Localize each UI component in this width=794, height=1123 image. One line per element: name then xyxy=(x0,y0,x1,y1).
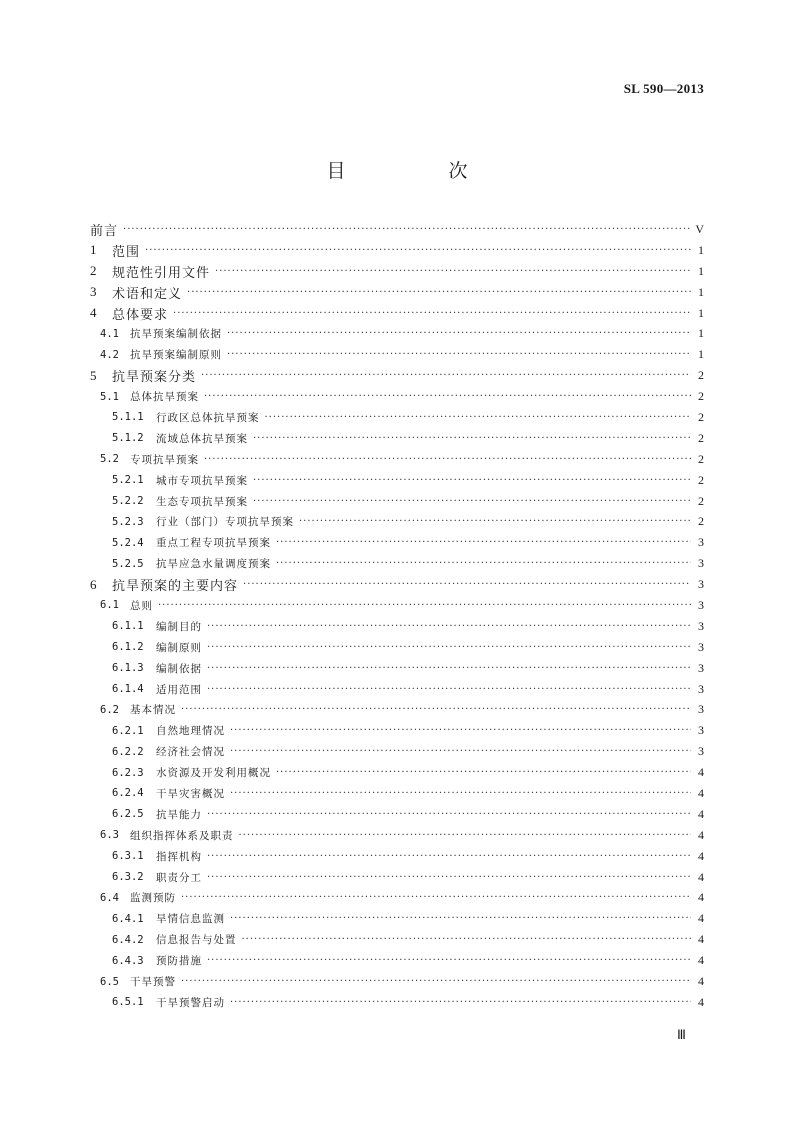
toc-entry-title: 抗旱预案分类 xyxy=(112,370,197,386)
toc-entry[interactable] xyxy=(90,282,704,303)
toc-entry-title: 生态专项抗旱预案 xyxy=(156,495,248,508)
toc-entry-number: 6.1 xyxy=(100,599,119,612)
toc-entry-title: 抗旱预案的主要内容 xyxy=(112,579,239,595)
toc-entry-page: 2 xyxy=(698,409,704,424)
toc-entry-title: 干旱灾害概况 xyxy=(156,787,225,800)
toc-entry-number: 6.3.1 xyxy=(112,850,144,863)
toc-leader-dots xyxy=(299,516,691,527)
toc-entry-title: 水资源及开发利用概况 xyxy=(156,767,271,780)
toc-entry-number: 2 xyxy=(90,263,97,279)
toc-leader-dots xyxy=(230,913,691,924)
toc-entry-page: 1 xyxy=(698,305,704,320)
toc-entry-page: 4 xyxy=(698,994,704,1009)
toc-entry-title: 范围 xyxy=(112,244,141,260)
toc-entry[interactable] xyxy=(90,908,704,929)
toc-entry-page: 4 xyxy=(698,827,704,842)
toc-entry[interactable] xyxy=(90,846,704,867)
toc-entry-number: 6.3.2 xyxy=(112,871,144,884)
toc-entry-page: 2 xyxy=(698,451,704,466)
toc-entry[interactable] xyxy=(90,783,704,804)
toc-entry[interactable] xyxy=(90,428,704,449)
toc-entry-title: 职责分工 xyxy=(156,871,202,884)
toc-entry[interactable] xyxy=(90,637,704,658)
toc-entry-page: 4 xyxy=(698,869,704,884)
toc-entry-title: 预防措施 xyxy=(156,955,202,968)
toc-entry[interactable] xyxy=(90,491,704,512)
toc-entry[interactable] xyxy=(90,303,704,324)
toc-entry-page: 2 xyxy=(698,368,704,383)
toc-entry-title: 抗旱能力 xyxy=(156,808,202,821)
toc-entry-page: 4 xyxy=(698,765,704,780)
toc-entry-number: 6.2.5 xyxy=(112,808,144,821)
toc-leader-dots xyxy=(230,997,691,1008)
toc-entry-title: 干旱预警启动 xyxy=(156,996,225,1009)
toc-leader-dots xyxy=(253,433,691,444)
toc-entry-title: 流域总体抗旱预案 xyxy=(156,432,248,445)
toc-entry-number: 6.2.2 xyxy=(112,745,144,758)
toc-entry-number: 4 xyxy=(90,305,97,320)
toc-entry-number: 6.1.2 xyxy=(112,641,144,654)
toc-entry[interactable] xyxy=(90,595,704,616)
toc-leader-dots xyxy=(181,704,691,715)
toc-entry-number: 5.1.1 xyxy=(112,411,144,424)
toc-entry[interactable] xyxy=(90,804,704,825)
toc-leader-dots xyxy=(243,579,691,590)
toc-entry-number: 5.1.2 xyxy=(112,432,144,445)
toc-entry[interactable] xyxy=(90,449,704,470)
toc-entry-title: 总则 xyxy=(130,599,153,612)
toc-entry[interactable] xyxy=(90,971,704,992)
toc-entry-page: 1 xyxy=(698,284,704,299)
toc-entry[interactable] xyxy=(90,741,704,762)
toc-entry[interactable] xyxy=(90,470,704,491)
toc-entry-title: 旱情信息监测 xyxy=(156,913,225,926)
toc-entry-title: 适用范围 xyxy=(156,683,202,696)
toc-entry[interactable] xyxy=(90,867,704,888)
toc-entry[interactable] xyxy=(90,532,704,553)
toc-entry-page: 4 xyxy=(698,953,704,968)
toc-leader-dots xyxy=(265,412,692,423)
toc-entry-title: 编制原则 xyxy=(156,641,202,654)
toc-entry-title: 指挥机构 xyxy=(156,850,202,863)
toc-entry-page: 3 xyxy=(698,618,704,633)
toc-leader-dots xyxy=(207,663,691,674)
toc-entry[interactable] xyxy=(90,344,704,365)
toc-entry-title: 信息报告与处置 xyxy=(156,934,237,947)
toc-entry-title: 重点工程专项抗旱预案 xyxy=(156,537,271,550)
toc-entry-title: 监测预防 xyxy=(130,892,176,905)
toc-entry-number: 6.4.2 xyxy=(112,933,144,946)
toc-leader-dots xyxy=(276,558,691,569)
toc-entry-title: 规范性引用文件 xyxy=(112,265,211,281)
toc-leader-dots xyxy=(227,328,691,339)
toc-entry-page: 3 xyxy=(698,577,704,592)
toc-entry[interactable] xyxy=(90,407,704,428)
toc-entry-title: 编制依据 xyxy=(156,662,202,675)
toc-entry-title: 术语和定义 xyxy=(112,286,183,302)
toc-entry-page: 3 xyxy=(698,535,704,550)
toc-entry-number: 6.2 xyxy=(100,703,119,716)
toc-leader-dots xyxy=(207,621,691,632)
toc-entry[interactable] xyxy=(90,365,704,386)
toc-leader-dots xyxy=(230,746,691,757)
toc-entry-number: 6.3 xyxy=(100,829,119,842)
toc-entry-number: 6.4.3 xyxy=(112,954,144,967)
page-number: Ⅲ xyxy=(677,1027,686,1042)
toc-entry-title: 干旱预警 xyxy=(130,976,176,988)
toc-entry-page: 2 xyxy=(698,472,704,487)
toc-entry-page: 1 xyxy=(698,263,704,278)
toc-entry[interactable] xyxy=(90,929,704,950)
toc-entry-number: 6.5.1 xyxy=(112,996,144,1009)
toc-entry-title: 编制目的 xyxy=(156,620,202,633)
toc-entry-number: 6 xyxy=(90,576,97,592)
toc-entry-title: 行政区总体抗旱预案 xyxy=(156,411,260,424)
toc-entry-page: 3 xyxy=(698,597,704,612)
toc-entry-page: 2 xyxy=(698,389,704,404)
toc-entry-page: 3 xyxy=(698,723,704,738)
toc-leader-dots xyxy=(207,955,691,966)
table-of-contents xyxy=(90,219,704,1013)
toc-leader-dots xyxy=(181,892,691,903)
toc-entry-title: 抗旱预案编制依据 xyxy=(130,328,222,341)
toc-entry-number: 5.2.4 xyxy=(112,536,144,549)
toc-entry[interactable] xyxy=(90,386,704,407)
toc-entry-number: 6.1.3 xyxy=(112,662,144,675)
toc-entry-title: 组织指挥体系及职责 xyxy=(130,829,234,842)
toc-leader-dots xyxy=(276,537,691,548)
toc-leader-dots xyxy=(204,454,691,465)
toc-entry-page: 4 xyxy=(698,911,704,926)
toc-entry-number: 4.1 xyxy=(100,327,119,340)
toc-leader-dots xyxy=(181,976,691,987)
toc-entry[interactable] xyxy=(90,950,704,971)
toc-leader-dots xyxy=(187,287,691,298)
toc-leader-dots xyxy=(201,370,691,381)
toc-entry-page: 4 xyxy=(698,806,704,821)
toc-entry-number: 5.2.2 xyxy=(112,495,144,508)
toc-entry-page: V xyxy=(695,221,704,236)
toc-entry-number: 6.2.1 xyxy=(112,724,144,737)
toc-leader-dots xyxy=(207,851,691,862)
toc-entry-title: 专项抗旱预案 xyxy=(130,453,199,466)
toc-entry[interactable] xyxy=(90,720,704,741)
toc-leader-dots xyxy=(227,349,691,360)
toc-entry-number: 6.2.4 xyxy=(112,787,144,800)
toc-entry-page: 3 xyxy=(698,744,704,759)
toc-entry-page: 2 xyxy=(698,430,704,445)
toc-leader-dots xyxy=(215,266,691,277)
toc-entry-number: 6.1.4 xyxy=(112,683,144,696)
toc-leader-dots xyxy=(158,600,691,611)
toc-entry-title: 自然地理情况 xyxy=(156,725,225,738)
toc-entry-number: 6.1.1 xyxy=(112,620,144,633)
toc-entry[interactable] xyxy=(90,553,704,574)
toc-entry-title: 抗旱应急水量调度预案 xyxy=(156,558,271,571)
toc-leader-dots xyxy=(230,725,691,736)
toc-entry[interactable] xyxy=(90,240,704,261)
toc-entry[interactable] xyxy=(90,219,704,240)
toc-entry-page: 2 xyxy=(698,493,704,508)
toc-leader-dots xyxy=(173,308,691,319)
toc-entry-page: 4 xyxy=(698,932,704,947)
toc-entry-number: 3 xyxy=(90,284,97,300)
toc-entry-number: 6.4.1 xyxy=(112,912,144,925)
toc-entry-number: 5.1 xyxy=(100,390,119,403)
toc-leader-dots xyxy=(239,830,692,841)
toc-entry-number: 5.2 xyxy=(100,453,119,466)
toc-entry-page: 3 xyxy=(698,556,704,571)
toc-entry[interactable] xyxy=(90,574,704,595)
toc-leader-dots xyxy=(276,767,691,778)
toc-leader-dots xyxy=(207,642,691,653)
toc-entry[interactable] xyxy=(90,825,704,846)
toc-entry-title: 城市专项抗旱预案 xyxy=(156,474,248,487)
toc-entry-title: 基本情况 xyxy=(130,704,176,717)
toc-entry-title: 总体抗旱预案 xyxy=(130,391,199,404)
toc-leader-dots xyxy=(242,934,692,945)
toc-entry-title: 总体要求 xyxy=(112,307,169,323)
toc-entry-title: 前言 xyxy=(90,223,119,239)
toc-entry[interactable] xyxy=(90,888,704,909)
toc-leader-dots xyxy=(230,788,691,799)
toc-entry-number: 4.2 xyxy=(100,348,119,361)
toc-entry[interactable] xyxy=(90,699,704,720)
toc-entry-title: 行业（部门）专项抗旱预案 xyxy=(156,516,294,529)
page-title: 目 次 xyxy=(326,160,510,182)
toc-entry[interactable] xyxy=(90,616,704,637)
toc-entry-title: 经济社会情况 xyxy=(156,746,225,759)
toc-entry-page: 4 xyxy=(698,785,704,800)
toc-leader-dots xyxy=(204,391,691,402)
toc-entry-number: 5.2.1 xyxy=(112,474,144,487)
toc-entry[interactable] xyxy=(90,323,704,344)
toc-entry-page: 3 xyxy=(698,660,704,675)
toc-entry-page: 4 xyxy=(698,974,704,988)
standard-code: SL 590—2013 xyxy=(623,81,704,96)
toc-leader-dots xyxy=(123,224,690,235)
toc-entry[interactable] xyxy=(90,762,704,783)
toc-entry-number: 1 xyxy=(90,242,97,258)
toc-leader-dots xyxy=(207,872,691,883)
toc-entry-number: 6.5 xyxy=(100,975,119,988)
toc-leader-dots xyxy=(253,496,691,507)
toc-entry[interactable] xyxy=(90,658,704,679)
toc-entry-number: 5 xyxy=(90,367,97,383)
toc-entry-page: 3 xyxy=(698,702,704,717)
toc-entry[interactable] xyxy=(90,679,704,700)
toc-entry-number: 5.2.5 xyxy=(112,557,144,570)
toc-entry-page: 3 xyxy=(698,681,704,696)
toc-leader-dots xyxy=(207,684,691,695)
toc-entry[interactable] xyxy=(90,511,704,532)
toc-entry-page: 4 xyxy=(698,890,704,905)
toc-leader-dots xyxy=(207,809,691,820)
toc-entry-number: 6.4 xyxy=(100,891,119,904)
toc-leader-dots xyxy=(145,245,691,256)
toc-entry-number: 5.2.3 xyxy=(112,515,144,528)
toc-entry-page: 4 xyxy=(698,848,704,863)
toc-entry[interactable] xyxy=(90,261,704,282)
toc-entry-page: 2 xyxy=(698,514,704,529)
toc-entry[interactable] xyxy=(90,992,704,1013)
toc-entry-page: 1 xyxy=(698,242,704,257)
toc-leader-dots xyxy=(253,475,691,486)
toc-entry-number: 6.2.3 xyxy=(112,766,144,779)
toc-entry-page: 3 xyxy=(698,639,704,654)
toc-entry-page: 1 xyxy=(698,326,704,341)
toc-entry-title: 抗旱预案编制原则 xyxy=(130,349,222,362)
toc-entry-page: 1 xyxy=(698,347,704,362)
